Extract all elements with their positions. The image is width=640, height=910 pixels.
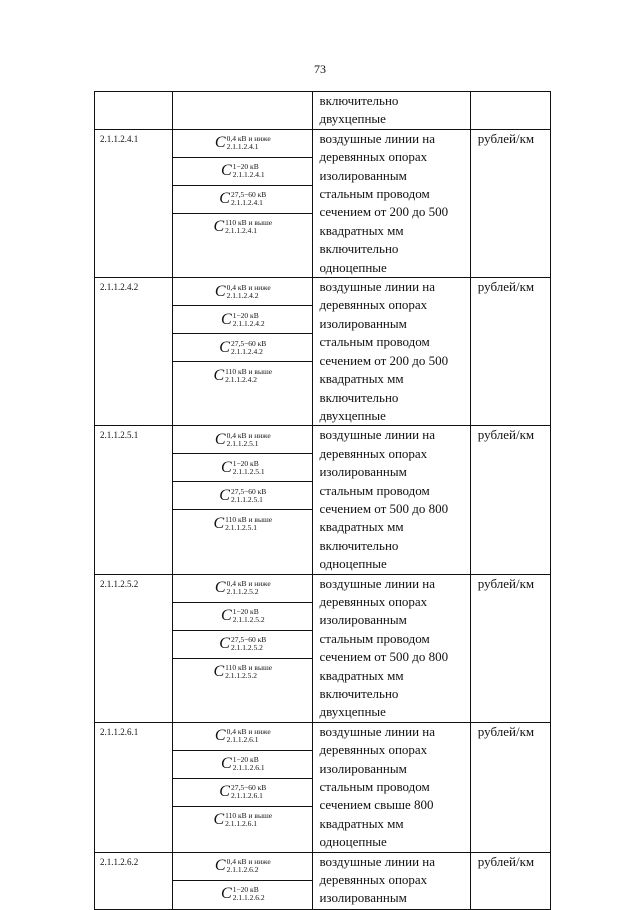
code-subscript: 2.1.1.2.4.1 [225,226,258,236]
code-subscript: 2.1.1.2.5.1 [232,466,265,476]
symbol-letter: C [221,162,232,180]
cost-symbol [221,885,265,903]
voltage-superscript: 0,4 кВ и ниже [226,430,271,440]
symbol-letter: C [213,218,225,236]
formula-entry [173,186,312,214]
code-subscript: 2.1.1.2.5.2 [230,643,263,653]
voltage-superscript: 110 кВ и выше [225,218,273,228]
symbol-letter: C [221,885,232,903]
formula-entry [173,807,312,834]
symbol-letter: C [221,607,232,625]
formula-cell [173,722,313,852]
symbol-letter: C [214,430,226,448]
formula-entry [173,482,312,510]
code-cell: 2.1.1.2.6.1 [95,722,173,852]
formula-entry [173,603,312,631]
symbol-indices [227,135,271,151]
description-line: сечением от 200 до 500 [319,352,449,368]
description-cell [313,852,470,909]
table-row [95,426,551,574]
code-subscript: 2.1.1.2.4.2 [225,374,258,384]
code-subscript: 2.1.1.2.5.2 [232,615,265,625]
voltage-superscript: 27,5−60 кВ [230,783,267,793]
symbol-indices [233,312,265,328]
cost-symbol [219,190,266,208]
description-line: одноцепные [319,556,387,572]
formula-entry [173,334,312,362]
symbol-indices [225,664,272,680]
code-subscript: 2.1.1.2.6.1 [230,791,263,801]
formula-cell [173,574,313,722]
formula-entry [173,659,312,686]
description-line: стальным проводом [319,779,430,795]
symbol-indices [233,163,265,179]
symbol-letter: C [221,310,232,328]
symbol-letter: C [219,635,230,653]
symbol-indices [231,488,266,504]
description-line: воздушные линии на [319,427,436,443]
table-body [95,92,551,910]
description-line: изолированным [319,167,407,183]
description-line: деревянных опорах [319,593,428,609]
unit-cell: рублей/км [470,574,550,722]
symbol-letter: C [219,338,230,356]
formula-cell [173,278,313,426]
cost-symbol [215,857,271,875]
cost-symbol [215,283,271,301]
unit-cell: рублей/км [470,722,550,852]
symbol-letter: C [214,282,226,300]
symbol-indices [233,756,265,772]
formula-entry [173,130,312,158]
description-line: квадратных мм [319,815,404,831]
voltage-superscript: 1−20 кВ [232,607,259,617]
cost-symbol [221,311,265,329]
symbol-indices [225,812,272,828]
voltage-superscript: 1−20 кВ [232,755,259,765]
table-row [95,722,551,852]
code-subscript: 2.1.1.2.4.1 [232,170,265,180]
unit-cell: рублей/км [470,278,550,426]
symbol-indices [225,516,272,532]
formula-entry [173,454,312,482]
cost-symbol [219,783,266,801]
description-line: стальным проводом [319,482,430,498]
table-row [95,852,551,909]
description-line: воздушные линии на [319,279,436,295]
voltage-superscript: 0,4 кВ и ниже [226,134,271,144]
formula-cell [173,852,313,909]
description-line: деревянных опорах [319,149,428,165]
symbol-indices [233,608,265,624]
description-line: воздушные линии на [319,575,436,591]
cost-symbol [215,431,271,449]
voltage-superscript: 1−20 кВ [232,162,259,172]
voltage-superscript: 27,5−60 кВ [230,635,267,645]
formula-entry [173,631,312,659]
voltage-superscript: 0,4 кВ и ниже [226,579,271,589]
symbol-letter: C [213,811,225,829]
symbol-letter: C [219,783,230,801]
cost-symbol [213,218,272,236]
symbol-letter: C [214,727,226,745]
symbol-letter: C [214,857,226,875]
symbol-letter: C [221,458,232,476]
unit-cell [470,92,550,130]
cost-symbol [215,727,271,745]
code-subscript: 2.1.1.2.5.2 [226,587,259,597]
code-subscript: 2.1.1.2.4.2 [226,290,259,300]
formula-entry [173,214,312,241]
description-line: включительно [319,686,399,701]
code-subscript: 2.1.1.2.5.1 [226,438,259,448]
symbol-indices [227,580,271,596]
formula-entry [173,881,312,908]
description-cell [313,92,470,130]
description-line: воздушные линии на [319,130,436,146]
description-line: включительно [319,537,399,553]
unit-cell: рублей/км [470,852,550,909]
symbol-indices [225,219,272,235]
symbol-indices [227,858,271,874]
description-line: одноцепные [319,834,387,850]
formula-list [173,575,312,686]
code-subscript: 2.1.1.2.6.1 [232,763,265,773]
description-line: включительно [319,93,399,108]
description-line: изолированным [319,890,407,906]
code-subscript: 2.1.1.2.6.2 [232,893,265,903]
symbol-letter: C [213,514,225,532]
voltage-superscript: 0,4 кВ и ниже [226,857,271,867]
code-cell: 2.1.1.2.5.2 [95,574,173,722]
voltage-superscript: 1−20 кВ [232,885,259,895]
voltage-superscript: 1−20 кВ [232,458,259,468]
table-row [95,574,551,722]
description-line: сечением от 500 до 800 [319,649,449,665]
symbol-indices [231,340,266,356]
description-line: сечением от 200 до 500 [319,204,449,220]
symbol-indices [231,636,266,652]
code-subscript: 2.1.1.2.4.1 [230,198,263,208]
formula-cell [173,129,313,277]
formula-entry [173,306,312,334]
formula-entry [173,362,312,389]
description-cell [313,722,470,852]
page-number: 73 [314,62,326,76]
code-subscript: 2.1.1.2.6.1 [225,819,258,829]
voltage-superscript: 0,4 кВ и ниже [226,282,271,292]
formula-entry [173,723,312,751]
description-line: квадратных мм [319,667,404,683]
symbol-indices [227,284,271,300]
table-row [95,129,551,277]
formula-list [173,426,312,537]
cost-symbol [213,811,272,829]
description-line: изолированным [319,612,407,628]
voltage-superscript: 1−20 кВ [232,310,259,320]
cost-symbol [213,663,272,681]
symbol-indices [233,460,265,476]
description-line: воздушные линии на [319,723,436,739]
description-line: деревянных опорах [319,742,428,758]
description-line: двухцепные [319,704,386,720]
code-cell: 2.1.1.2.5.1 [95,426,173,574]
description-line: воздушные линии на [319,853,436,869]
description-line: изолированным [319,464,407,480]
description-line: деревянных опорах [319,872,428,888]
voltage-superscript: 27,5−60 кВ [230,190,267,200]
cost-symbol [215,134,271,152]
formula-cell [173,92,313,130]
description-line: включительно [319,241,399,257]
symbol-letter: C [221,755,232,773]
code-subscript: 2.1.1.2.4.2 [232,318,265,328]
description-line: стальным проводом [319,630,430,646]
unit-cell: рублей/км [470,426,550,574]
code-cell: 2.1.1.2.6.2 [95,852,173,909]
cost-symbol [215,579,271,597]
formula-list [173,723,312,834]
formula-list [173,853,312,908]
voltage-superscript: 110 кВ и выше [225,366,273,376]
formula-list [173,130,312,241]
formula-entry [173,158,312,186]
code-cell: 2.1.1.2.4.2 [95,278,173,426]
description-line: квадратных мм [319,371,404,387]
description-line: квадратных мм [319,222,404,238]
formula-entry [173,779,312,807]
description-cell [313,574,470,722]
voltage-superscript: 110 кВ и выше [225,663,273,673]
description-cell [313,278,470,426]
symbol-letter: C [213,366,225,384]
cost-symbol [219,487,266,505]
symbol-indices [227,432,271,448]
symbol-indices [231,784,266,800]
description-line: стальным проводом [319,334,430,350]
code-subscript: 2.1.1.2.6.2 [226,865,259,875]
cost-symbol [219,339,266,357]
formula-entry [173,853,312,881]
formula-entry [173,575,312,603]
description-line: сечением от 500 до 800 [319,500,449,516]
symbol-letter: C [213,663,225,681]
cost-symbol [221,607,265,625]
voltage-superscript: 110 кВ и выше [225,514,273,524]
tariff-table [94,91,551,910]
code-cell: 2.1.1.2.4.1 [95,129,173,277]
description-cell [313,129,470,277]
description-line: стальным проводом [319,186,430,202]
formula-entry [173,426,312,454]
description-line: двухцепные [319,111,386,127]
symbol-letter: C [214,579,226,597]
cost-symbol [213,367,272,385]
code-subscript: 2.1.1.2.4.1 [226,142,259,152]
cost-symbol [221,459,265,477]
description-line: квадратных мм [319,519,404,535]
formula-entry [173,278,312,306]
description-line: сечением свыше 800 [319,797,434,813]
code-subscript: 2.1.1.2.5.1 [230,494,263,504]
cost-symbol [219,635,266,653]
description-line: включительно [319,389,399,405]
formula-list [173,278,312,389]
description-line: деревянных опорах [319,445,428,461]
code-subscript: 2.1.1.2.5.2 [225,671,258,681]
symbol-letter: C [214,134,226,152]
formula-entry [173,510,312,537]
description-line: двухцепные [319,407,386,423]
description-line: изолированным [319,760,407,776]
symbol-indices [227,728,271,744]
symbol-indices [231,191,266,207]
code-subscript: 2.1.1.2.6.1 [226,735,259,745]
voltage-superscript: 0,4 кВ и ниже [226,727,271,737]
cost-symbol [221,162,265,180]
description-line: изолированным [319,315,407,331]
cost-symbol [221,755,265,773]
symbol-letter: C [219,190,230,208]
code-cell [95,92,173,130]
code-subscript: 2.1.1.2.5.1 [225,522,258,532]
symbol-indices [233,886,265,902]
table-row-continued [95,92,551,130]
description-line: одноцепные [319,259,387,275]
voltage-superscript: 110 кВ и выше [225,811,273,821]
formula-entry [173,751,312,779]
cost-symbol [213,515,272,533]
code-subscript: 2.1.1.2.4.2 [230,346,263,356]
unit-cell: рублей/км [470,129,550,277]
description-cell [313,426,470,574]
description-line: деревянных опорах [319,297,428,313]
voltage-superscript: 27,5−60 кВ [230,486,267,496]
voltage-superscript: 27,5−60 кВ [230,338,267,348]
symbol-letter: C [219,486,230,504]
symbol-indices [225,368,272,384]
table-row [95,278,551,426]
formula-cell [173,426,313,574]
